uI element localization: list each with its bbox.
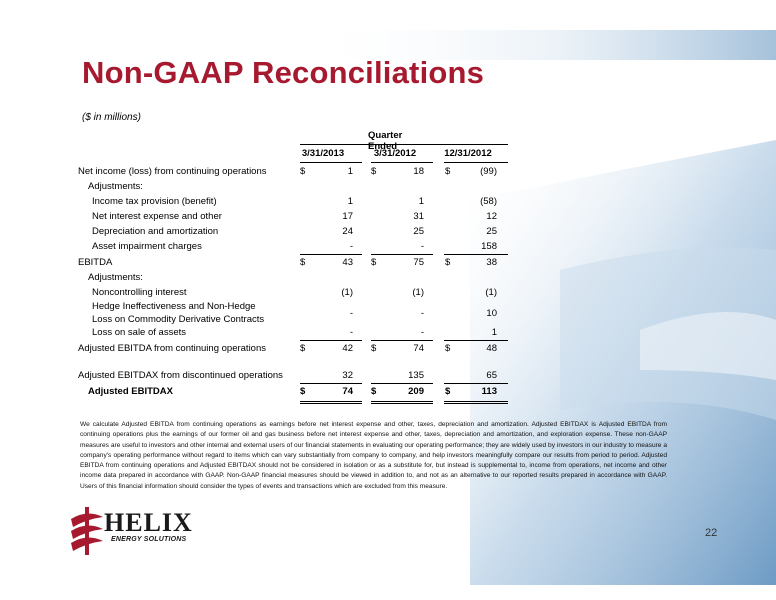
currency-symbol: $ [371,166,377,177]
row-label: Adjustments: [88,272,143,283]
cell-value: - [420,308,424,319]
table-row [78,209,678,225]
column-rule [371,162,433,163]
table-row [78,384,678,400]
column-header-12-31-2012: 12/31/2012 [444,148,492,159]
cell-value: 135 [408,370,424,381]
currency-symbol: $ [300,166,306,177]
cell-value: - [349,308,353,319]
cell-value: 12 [486,211,497,222]
cell-value: 65 [486,370,497,381]
cell-value: 24 [342,226,353,237]
cell-value: - [349,327,353,338]
currency-symbol: $ [445,343,451,354]
cell-value: 74 [342,386,353,397]
page-number: 22 [705,527,718,539]
row-label: Loss on Commodity Derivative Contracts [92,314,265,325]
column-header-3-31-2013: 3/31/2013 [301,148,345,159]
column-rule [300,162,362,163]
table-row [78,368,678,384]
row-label: Net income (loss) from continuing operations [78,166,267,177]
cell-value: (1) [485,287,497,298]
row-label: Asset impairment charges [92,241,202,252]
row-label: Adjusted EBITDAX from discontinued operations [78,370,283,381]
cell-value: (58) [480,196,497,207]
cell-value: 48 [486,343,497,354]
cell-value: 74 [413,343,424,354]
currency-symbol: $ [445,166,451,177]
column-header-3-31-2012: 3/31/2012 [373,148,417,159]
table-row [78,239,678,255]
cell-value: 10 [486,308,497,319]
helix-swirl-icon [67,505,107,557]
row-label: Hedge Ineffectiveness and Non-Hedge [92,301,256,312]
cell-value: 42 [342,343,353,354]
logo-tagline: ENERGY SOLUTIONS [111,536,187,543]
row-label: Adjusted EBITDA from continuing operations [78,343,266,354]
cell-value: 75 [413,257,424,268]
cell-value: (1) [341,287,353,298]
row-label: Noncontrolling interest [92,287,187,298]
currency-symbol: $ [445,257,451,268]
row-label: Adjusted EBITDAX [88,386,173,397]
table-row [78,179,678,195]
total-double-rule [444,401,508,404]
cell-value: - [420,241,424,252]
cell-value: 43 [342,257,353,268]
table-row [78,270,678,286]
cell-value: - [349,241,353,252]
units-note: ($ in millions) [82,112,141,123]
logo-wordmark: HELIX [104,508,193,537]
cell-value: 113 [481,386,497,397]
cell-value: 1 [347,196,353,207]
cell-value: (1) [412,287,424,298]
period-header: Quarter Ended [368,130,403,152]
cell-value: 38 [486,257,497,268]
cell-value: 1 [347,166,353,177]
table-row [78,255,678,271]
cell-value: - [420,327,424,338]
row-label: Loss on sale of assets [92,327,186,338]
total-double-rule [300,401,362,404]
cell-value: 1 [418,196,424,207]
table-row [78,224,678,240]
row-label: Adjustments: [88,181,143,192]
currency-symbol: $ [371,386,377,397]
table-row [78,341,678,357]
currency-symbol: $ [371,343,377,354]
row-label: EBITDA [78,257,113,268]
currency-symbol: $ [300,343,306,354]
cell-value: 1 [491,327,497,338]
currency-symbol: $ [300,386,306,397]
cell-value: (99) [480,166,497,177]
cell-value: 32 [342,370,353,381]
cell-value: 17 [342,211,353,222]
currency-symbol: $ [300,257,306,268]
header-rule [300,144,508,145]
row-label: Depreciation and amortization [92,226,219,237]
row-label: Net interest expense and other [92,211,222,222]
page-title: Non-GAAP Reconciliations [82,55,485,90]
footnote-paragraph: We calculate Adjusted EBITDA from continuing operations as earnings before net interest expense and other, taxes, depreciation and amortization. Adjusted EBITDAX is Adjusted EBITDA from continuing operations plus the earnings of our former oil and gas business before net interest expense and other, taxes, depreciation and amortization, and exploration expense. These non-GAAP measures are useful to investors and other internal and external users of our financial statements in evaluating our operating performance; they are widely used by investors in our industry to measure a company's operating performance without regard to items which can vary substantially from company to company, and help investors meaningfully compare our results from period to period. Adjusted EBITDA from continuing operations and Adjusted EBITDAX should not be considered in isolation or as a substitute for, but instead is supplemental to, income from operations, net income and other income data prepared in accordance with GAAP. Non-GAAP financial measures should be viewed in addition to, and not as an alternative to our reported results prepared in accordance with GAAP. Users of this financial information should consider the types of events and transactions which are excluded from this measure. [80,421,667,490]
cell-value: 25 [486,226,497,237]
currency-symbol: $ [445,386,451,397]
currency-symbol: $ [371,257,377,268]
helix-logo [67,505,197,557]
table-row [78,194,678,210]
total-double-rule [371,401,433,404]
cell-value: 209 [408,386,424,397]
cell-value: 158 [481,241,497,252]
cell-value: 25 [413,226,424,237]
table-row [78,325,678,341]
cell-value: 31 [413,211,424,222]
column-rule [444,162,508,163]
cell-value: 18 [413,166,424,177]
row-label: Income tax provision (benefit) [92,196,217,207]
table-row [78,164,678,180]
